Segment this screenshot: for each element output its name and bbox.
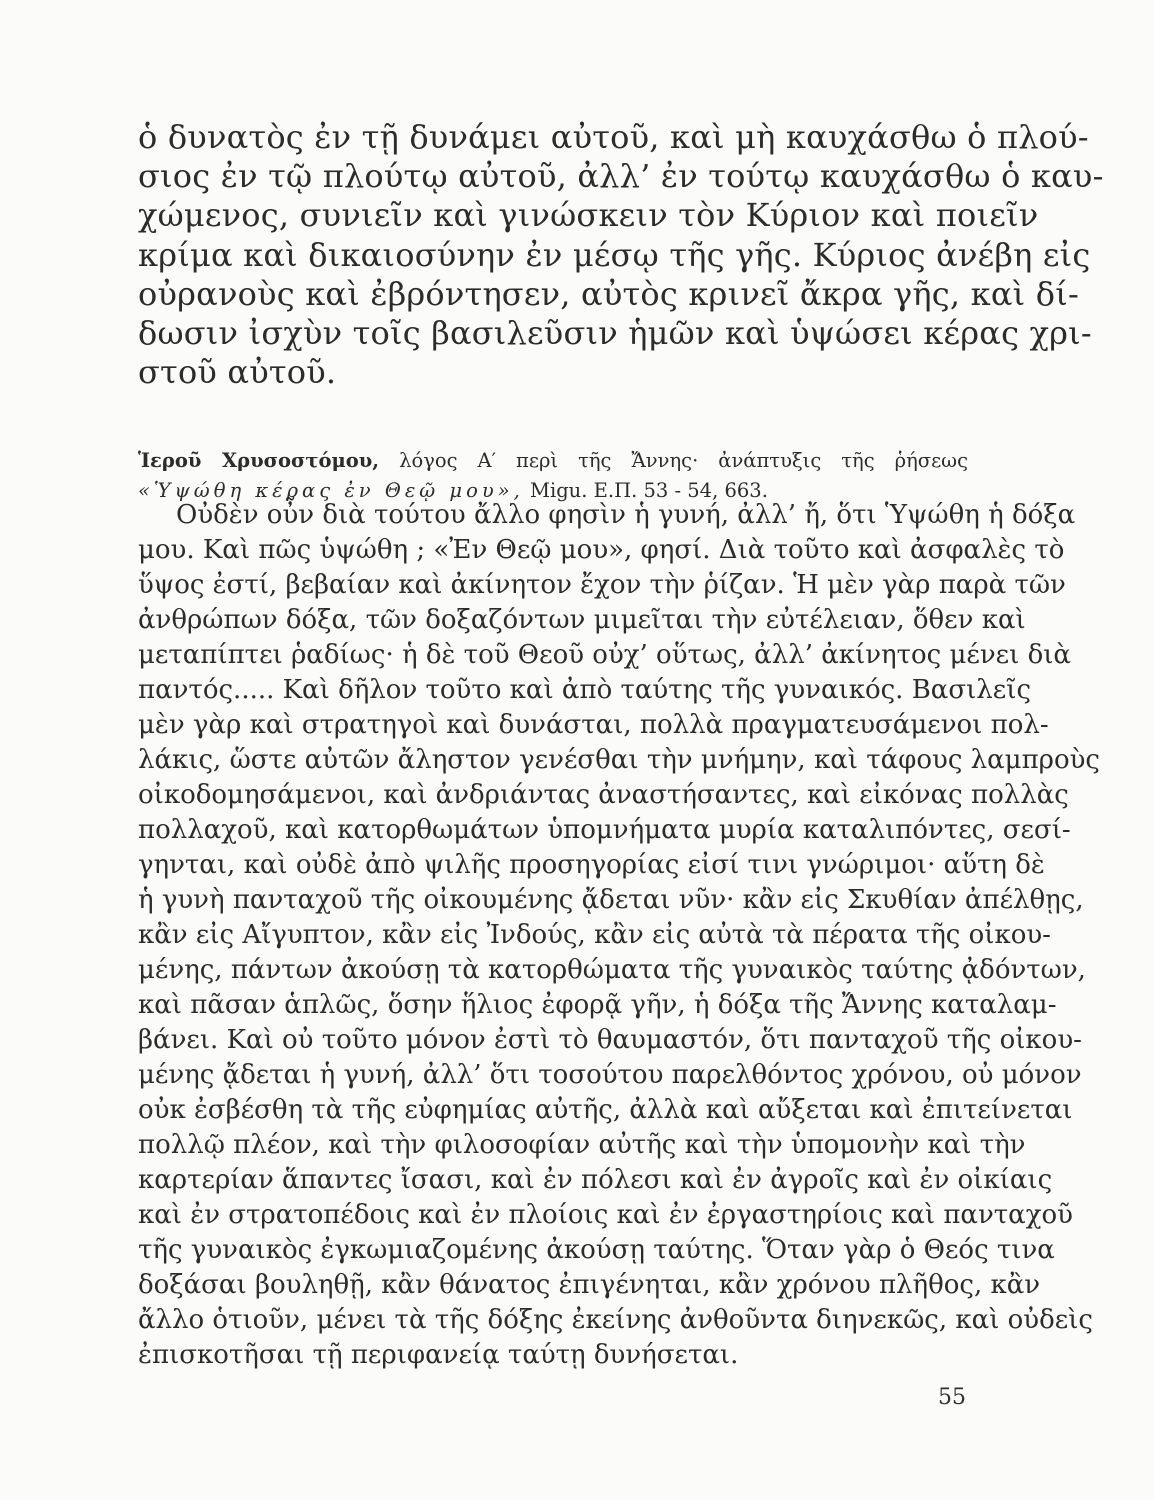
- body-line: τῆς γυναικὸς ἐγκωμιαζομένης ἀκούσῃ ταύτης. Ὅταν γὰρ ὁ Θεός τινα: [138, 1235, 1055, 1265]
- body-line: γηνται, καὶ οὐδὲ ἀπὸ ψιλῆς προσηγορίας εἰσί τινι γνώριμοι· αὕτη δὲ: [138, 850, 1045, 880]
- commentary-text: [138, 498, 1100, 1373]
- citation-line: [138, 446, 968, 476]
- body-line: ὕψος ἐστί, βεβαίαν καὶ ἀκίνητον ἔχον τὴν ῥίζαν. Ἡ μὲν γὰρ παρὰ τῶν: [138, 570, 1066, 600]
- page-number: 55: [938, 1385, 966, 1410]
- body-line: μεταπίπτει ῥαδίως· ἡ δὲ τοῦ Θεοῦ οὐχ’ οὕτως, ἀλλ’ ἀκίνητος μένει διὰ: [138, 640, 1071, 670]
- body-line: μὲν γὰρ καὶ στρατηγοὶ καὶ δυνάσται, πολλὰ πραγματευσάμενοι πολ-: [138, 710, 1049, 740]
- body-line: Οὐδὲν οὖν διὰ τούτου ἄλλο φησὶν ἡ γυνή, ἀλλ’ ἤ, ὅτι Ὑψώθη ἡ δόξα: [176, 500, 1076, 530]
- body-line: μου. Καὶ πῶς ὑψώθη ; «Ἐν Θεῷ μου», φησί. Διὰ τοῦτο καὶ ἀσφαλὲς τὸ: [138, 535, 1065, 565]
- citation-description: λόγος Α′ περὶ τῆς Ἄννης· ἀνάπτυξις τῆς ῥήσεως: [379, 449, 969, 472]
- quote-line: ὁ δυνατὸς ἐν τῇ δυνάμει αὐτοῦ, καὶ μὴ καυχάσθω ὁ πλού-: [138, 118, 1089, 156]
- body-line: καὶ πᾶσαν ἁπλῶς, ὅσην ἥλιος ἐφορᾷ γῆν, ἡ δόξα τῆς Ἄννης καταλαμ-: [138, 990, 1057, 1020]
- quote-line: δωσιν ἰσχὺν τοῖς βασιλεῦσιν ἡμῶν καὶ ὑψώσει κέρας χρι-: [138, 313, 1092, 352]
- body-line: ἀνθρώπων δόξα, τῶν δοξαζόντων μιμεῖται τὴν εὐτέλειαν, ὅθεν καὶ: [138, 605, 1026, 635]
- body-line: οἰκοδομησάμενοι, καὶ ἀνδριάντας ἀναστήσαντες, καὶ εἰκόνας πολλὰς: [138, 780, 1069, 810]
- scripture-quotation: [138, 118, 1104, 392]
- citation-author: Ἱεροῦ Χρυσοστόμου,: [138, 449, 380, 472]
- body-line: πολλῷ πλέον, καὶ τὴν φιλοσοφίαν αὐτῆς καὶ τὴν ὑπομονὴν καὶ τὴν: [138, 1130, 1026, 1160]
- body-line: καὶ ἐν στρατοπέδοις καὶ ἐν πλοίοις καὶ ἐν ἐργαστηρίοις καὶ πανταχοῦ: [138, 1200, 1073, 1230]
- body-line: μένης, πάντων ἀκούσῃ τὰ κατορθώματα τῆς γυναικὸς ταύτης ᾀδόντων,: [138, 955, 1086, 985]
- quote-line: στοῦ αὐτοῦ.: [138, 353, 337, 392]
- source-citation: [138, 446, 968, 506]
- body-line: οὐκ ἐσβέσθη τὰ τῆς εὐφημίας αὐτῆς, ἀλλὰ καὶ αὔξεται καὶ ἐπιτείνεται: [138, 1095, 1073, 1125]
- quote-line: χώμενος, συνιεῖν καὶ γινώσκειν τὸν Κύριον καὶ ποιεῖν: [138, 196, 1039, 235]
- body-line: ἐπισκοτῆσαι τῇ περιφανείᾳ ταύτῃ δυνήσεται.: [138, 1340, 739, 1370]
- citation-title: «Ὑψώθη κέρας ἐν Θεῷ μου»,: [138, 479, 524, 502]
- quote-line: οὐρανοὺς καὶ ἐβρόντησεν, αὐτὸς κρινεῖ ἄκρα γῆς, καὶ δί-: [138, 274, 1079, 313]
- quote-line: κρίμα καὶ δικαιοσύνην ἐν μέσῳ τῆς γῆς. Κύριος ἀνέβη εἰς: [138, 235, 1091, 274]
- body-line: ἡ γυνὴ πανταχοῦ τῆς οἰκουμένης ᾄδεται νῦν· κἂν εἰς Σκυθίαν ἀπέλθῃς,: [138, 885, 1084, 915]
- body-line: ἄλλο ὁτιοῦν, μένει τὰ τῆς δόξης ἐκείνης ἀνθοῦντα διηνεκῶς, καὶ οὐδεὶς: [138, 1305, 1093, 1335]
- body-line: βάνει. Καὶ οὐ τοῦτο μόνον ἐστὶ τὸ θαυμαστόν, ὅτι πανταχοῦ τῆς οἰκου-: [138, 1025, 1082, 1055]
- body-line: πολλαχοῦ, καὶ κατορθωμάτων ὑπομνήματα μυρία καταλιπόντες, σεσί-: [138, 815, 1071, 845]
- quote-line: σιος ἐν τῷ πλούτῳ αὐτοῦ, ἀλλ’ ἐν τούτῳ καυχάσθω ὁ καυ-: [138, 157, 1104, 196]
- body-line: κἂν εἰς Αἴγυπτον, κἂν εἰς Ἰνδούς, κἂν εἰς αὐτὰ τὰ πέρατα τῆς οἰκου-: [138, 920, 1051, 950]
- body-line: καρτερίαν ἅπαντες ἴσασι, καὶ ἐν πόλεσι καὶ ἐν ἀγροῖς καὶ ἐν οἰκίαις: [138, 1165, 1053, 1195]
- body-line: λάκις, ὥστε αὐτῶν ἄληστον γενέσθαι τὴν μνήμην, καὶ τάφους λαμπροὺς: [138, 745, 1100, 775]
- body-line: δοξάσαι βουληθῇ, κἂν θάνατος ἐπιγένηται, κἂν χρόνου πλῆθος, κἂν: [138, 1270, 1041, 1300]
- citation-reference: Migu. Ε.Π. 53 - 54, 663.: [523, 479, 768, 502]
- body-line: παντός..... Καὶ δῆλον τοῦτο καὶ ἀπὸ ταύτης τῆς γυναικός. Βασιλεῖς: [138, 675, 1032, 705]
- body-line: μένης ᾄδεται ἡ γυνή, ἀλλ’ ὅτι τοσούτου παρελθόντος χρόνου, οὐ μόνον: [138, 1060, 1082, 1090]
